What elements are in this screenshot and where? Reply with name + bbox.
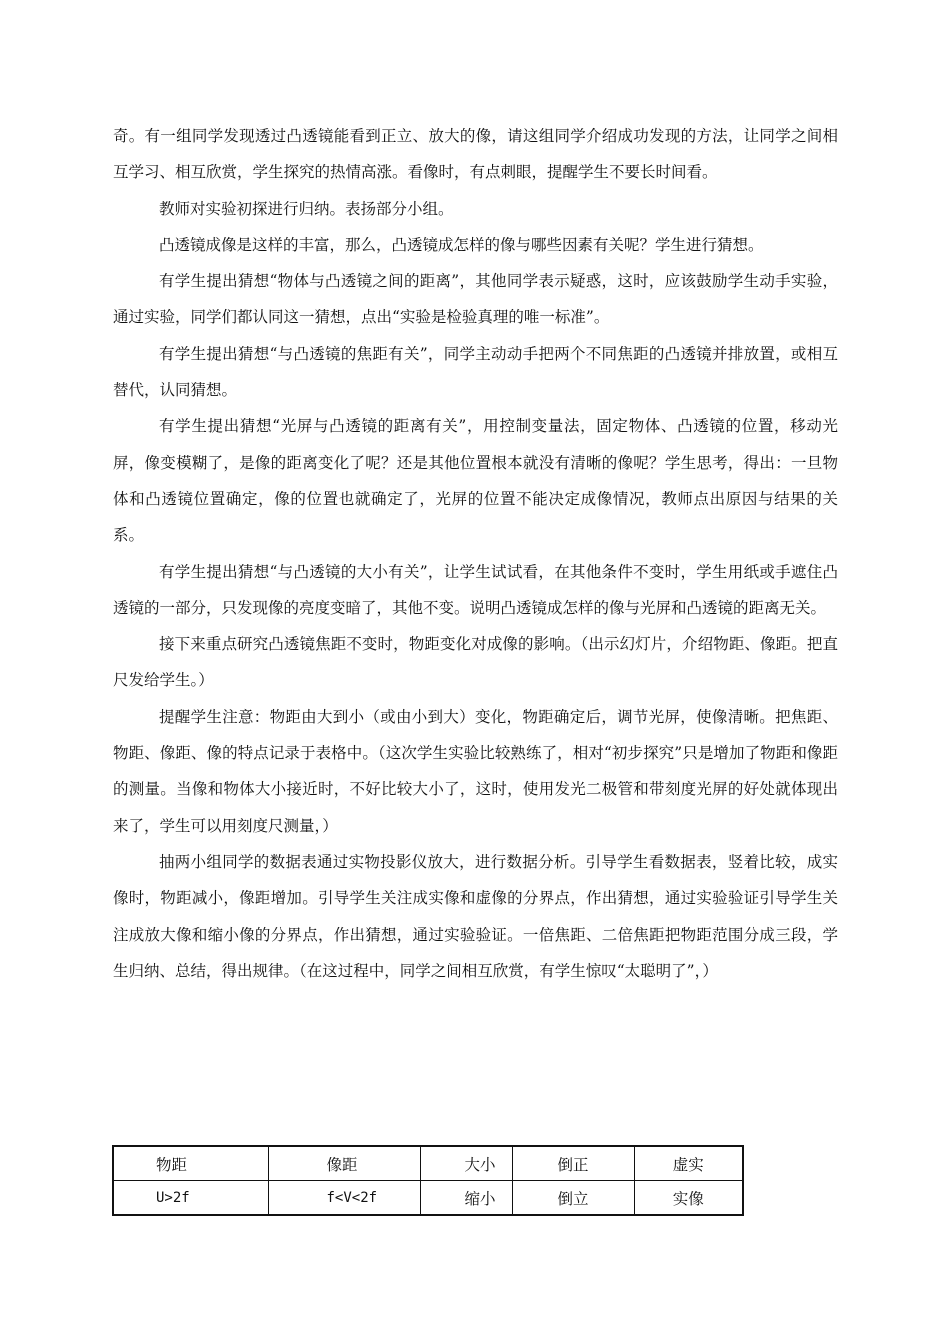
body-text [113, 118, 838, 989]
header-size: 大小 [420, 1146, 512, 1181]
paragraph: 有学生提出猜想“与凸透镜的大小有关”，让学生试试看，在其他条件不变时，学生用纸或手遮住凸透镜的一部分，只发现像的亮度变暗了，其他不变。说明凸透镜成怎样的像与光屏和凸透镜的距离无关。 [113, 562, 838, 617]
cell-image-distance: f<V<2f [268, 1181, 420, 1216]
cell-orientation: 倒立 [512, 1181, 634, 1216]
paragraph: 教师对实验初探进行归纳。表扬部分小组。 [159, 199, 454, 218]
paragraph: 有学生提出猜想“光屏与凸透镜的距离有关”，用控制变量法，固定物体、凸透镜的位置，移动光屏，像变模糊了，是像的距离变化了呢？还是其他位置根本就没有清晰的像呢？学生思考，得出：一旦物体和凸透镜位置确定，像的位置也就确定了，光屏的位置不能决定成像情况，教师点出原因与结果的关系。 [113, 417, 838, 545]
paragraph: 抽两小组同学的数据表通过实物投影仪放大，进行数据分析。引导学生看数据表，竖着比较，成实像时，物距减小，像距增加。引导学生关注成实像和虚像的分界点，作出猜想，通过实验验证引导学生关注成放大像和缩小像的分界点，作出猜想，通过实验验证。一倍焦距、二倍焦距把物距范围分成三段，学生归纳、总结，得出规律。（在这过程中，同学之间相互欣赏，有学生惊叹“太聪明了”，） [113, 852, 838, 980]
paragraph-continued: 奇。有一组同学发现透过凸透镜能看到正立、放大的像，请这组同学介绍成功发现的方法，让同学之间相互学习、相互欣赏，学生探究的热情高涨。看像时，有点刺眼，提醒学生不要长时间看。 [113, 127, 838, 182]
paragraph: 凸透镜成像是这样的丰富，那么，凸透镜成怎样的像与哪些因素有关呢？学生进行猜想。 [159, 235, 764, 254]
header-orientation: 倒正 [512, 1146, 634, 1181]
paragraph: 有学生提出猜想“与凸透镜的焦距有关”，同学主动动手把两个不同焦距的凸透镜并排放置，或相互替代，认同猜想。 [113, 344, 838, 400]
header-image-distance: 像距 [268, 1146, 420, 1181]
cell-real-virtual: 实像 [634, 1181, 743, 1216]
table-header-row [113, 1146, 743, 1181]
cell-object-distance: U>2f [113, 1181, 268, 1216]
header-real-virtual: 虚实 [634, 1146, 743, 1181]
table-row [113, 1181, 743, 1216]
paragraph: 提醒学生注意：物距由大到小（或由小到大）变化，物距确定后，调节光屏，使像清晰。把焦距、物距、像距、像的特点记录于表格中。（这次学生实验比较熟练了，相对“初步探究”只是增加了物距和像距的测量。当像和物体大小接近时，不好比较大小了，这时，使用发光二极管和带刻度光屏的好处就体现出来了，学生可以用刻度尺测量，） [113, 707, 838, 835]
data-table [112, 1145, 744, 1216]
header-object-distance: 物距 [113, 1146, 268, 1181]
paragraph: 接下来重点研究凸透镜焦距不变时，物距变化对成像的影响。（出示幻灯片，介绍物距、像距。把直尺发给学生。） [113, 635, 838, 690]
cell-size: 缩小 [420, 1181, 512, 1216]
paragraph: 有学生提出猜想“物体与凸透镜之间的距离”，其他同学表示疑惑，这时，应该鼓励学生动手实验，通过实验，同学们都认同这一猜想，点出“实验是检验真理的唯一标准”。 [113, 272, 838, 327]
